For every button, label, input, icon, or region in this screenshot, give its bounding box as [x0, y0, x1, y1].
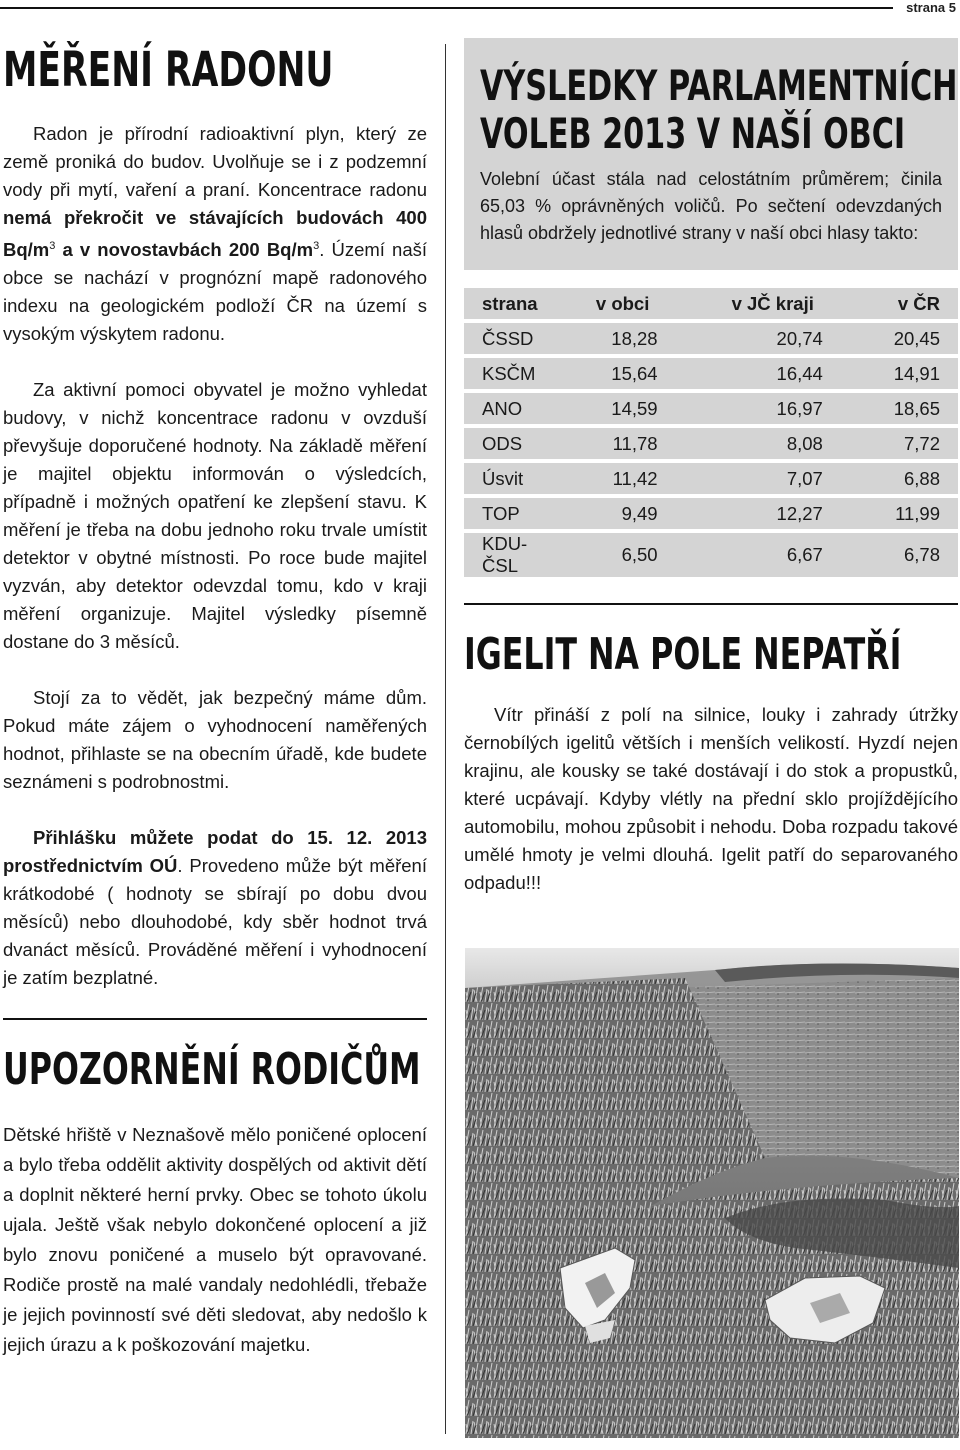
cell-country: 14,91	[841, 358, 958, 389]
party-name: ODS	[464, 428, 578, 459]
cell-country: 18,65	[841, 393, 958, 424]
radon-p1-bold2: a v novostavbách 200 Bq/m	[55, 239, 314, 261]
cell-region: 16,97	[676, 393, 841, 424]
cell-local: 9,49	[578, 498, 676, 529]
top-rule	[0, 7, 893, 9]
igelit-paragraph: Vítr přináší z polí na silnice, louky i zahrady útržky černobílých igelitů větších i menších velikostí. Hyzdí nejen krajinu, ale kousky se také dostávají i do stok a propustků, které ucpávají. Kdyby vlétly na přední sklo projíždějícího automobilu, mohou způsobit i nehodu. Doba rozpadu takové umělé hmoty je velmi dlouhá. Igelit patří do separovaného odpadu!!!	[464, 704, 958, 893]
cell-local: 11,78	[578, 428, 676, 459]
cell-region: 20,74	[676, 323, 841, 354]
radon-title: MĚŘENÍ RADONU	[3, 42, 334, 98]
radon-paragraph-3: Stojí za to vědět, jak bezpečný máme dům. Pokud máte zájem o vyhodnocení naměřených hodnot, přihlaste se na obecním úřadě, kde budete seznámeni s podrobnostmi.	[3, 687, 427, 793]
cell-region: 12,27	[676, 498, 841, 529]
table-row	[464, 393, 958, 424]
cell-local: 14,59	[578, 393, 676, 424]
radon-p4-bold: Přihlášku můžete podat do 15. 12. 2013 prostřednictvím OÚ	[3, 827, 427, 877]
cell-country: 6,78	[841, 533, 958, 577]
cell-country: 11,99	[841, 498, 958, 529]
election-box	[464, 38, 958, 270]
radon-p4-text: . Provedeno může být měření krátkodobé ( hodnoty se sbírají po dobu dvou měsíců) nebo dlouhodobé, kdy sběr hodnot trvá dvanáct měsíců. Prováděné měření i vyhodnocení je zatím bezplatné.	[3, 855, 427, 989]
cell-region: 7,07	[676, 463, 841, 494]
column-divider	[445, 44, 446, 1434]
radon-paragraph-1	[3, 120, 427, 348]
cell-local: 15,64	[578, 358, 676, 389]
table-row	[464, 428, 958, 459]
election-title-line-2: VOLEB 2013 V NAŠÍ OBCI	[480, 109, 906, 158]
cell-local: 11,42	[578, 463, 676, 494]
field-photo	[465, 948, 959, 1438]
party-name: ANO	[464, 393, 578, 424]
column-header: v obci	[578, 288, 676, 319]
section-divider	[464, 603, 958, 605]
table-row	[464, 533, 958, 577]
right-column	[464, 38, 958, 897]
page-number: strana 5	[906, 0, 956, 15]
radon-p1-text-a: Radon je přírodní radioaktivní plyn, který ze země proniká do budov. Uvolňuje se i z podzemní vody při mytí, vaření a praní. Koncentrace radonu	[3, 123, 427, 200]
table-row	[464, 498, 958, 529]
table-row	[464, 463, 958, 494]
radon-paragraph-2: Za aktivní pomoci obyvatel je možno vyhledat budovy, v nichž koncentrace radonu v ovzduší převyšuje doporučené hodnoty. Na základě měření je majitel objektu informován o výsledcích, případně i možných opatření ke zlepšení stavu. K měření je třeba na dobu jednoho roku trvale umístit detektor v obytné místnosti. Po roce bude majitel vyzván, aby detektor odevzdal tomu, kdo v kraji měření organizuje. Majitel výsledky písemně dostane do 3 měsíců.	[3, 379, 427, 653]
party-name: KDU-ČSL	[464, 533, 578, 577]
cell-region: 6,67	[676, 533, 841, 577]
election-title-line-1: VÝSLEDKY PARLAMENTNÍCH	[480, 61, 958, 110]
radon-p1-sup1: 3	[49, 240, 56, 252]
cell-country: 6,88	[841, 463, 958, 494]
radon-p1-bold: nemá překročit ve stávajících budovách 400 Bq/m	[3, 207, 427, 261]
party-name: KSČM	[464, 358, 578, 389]
parents-paragraph: Dětské hřiště v Neznašově mělo poničené oplocení a bylo třeba oddělit aktivity dospělých od aktivit dětí a doplnit některé herní prvky. Obec se tohoto úkolu ujala. Ještě však nebylo dokončené oplocení a již bylo znovu poničené a muselo být opravované. Rodiče prostě na malé vandaly nedohlédli, třebaže je jejich povinností své děti sledovat, aby nedošlo k jejich úrazu a k poškozování majetku.	[3, 1124, 427, 1356]
section-divider	[3, 1018, 427, 1020]
cell-local: 6,50	[578, 533, 676, 577]
cell-country: 7,72	[841, 428, 958, 459]
election-results-table	[464, 284, 958, 581]
party-name: TOP	[464, 498, 578, 529]
parents-title: UPOZORNĚNÍ RODIČŮM	[3, 1044, 421, 1096]
cell-country: 20,45	[841, 323, 958, 354]
left-column	[3, 38, 427, 1360]
party-name: ČSSD	[464, 323, 578, 354]
radon-paragraph-4	[3, 824, 427, 992]
column-header: strana	[464, 288, 578, 319]
column-header: v JČ kraji	[676, 288, 841, 319]
cell-region: 16,44	[676, 358, 841, 389]
election-intro: Volební účast stála nad celostátním průměrem; činila 65,03 % oprávněných voličů. Po sečtení odevzdaných hlasů obdržely jednotlivé strany v naší obci hlasy takto:	[480, 169, 942, 243]
radon-p1-text-b: . Území naší obce se nachází v prognózní mapě radonového indexu na geologickém podloží ČR na území s vysokým výskytem radonu.	[3, 239, 427, 345]
column-header: v ČR	[841, 288, 958, 319]
igelit-title: IGELIT NA POLE NEPATŘÍ	[464, 629, 902, 680]
table-row	[464, 323, 958, 354]
table-header-row	[464, 288, 958, 319]
table-row	[464, 358, 958, 389]
cell-region: 8,08	[676, 428, 841, 459]
party-name: Úsvit	[464, 463, 578, 494]
field-photo-graphic	[465, 948, 959, 1438]
radon-p1-sup2: 3	[313, 240, 320, 252]
cell-local: 18,28	[578, 323, 676, 354]
